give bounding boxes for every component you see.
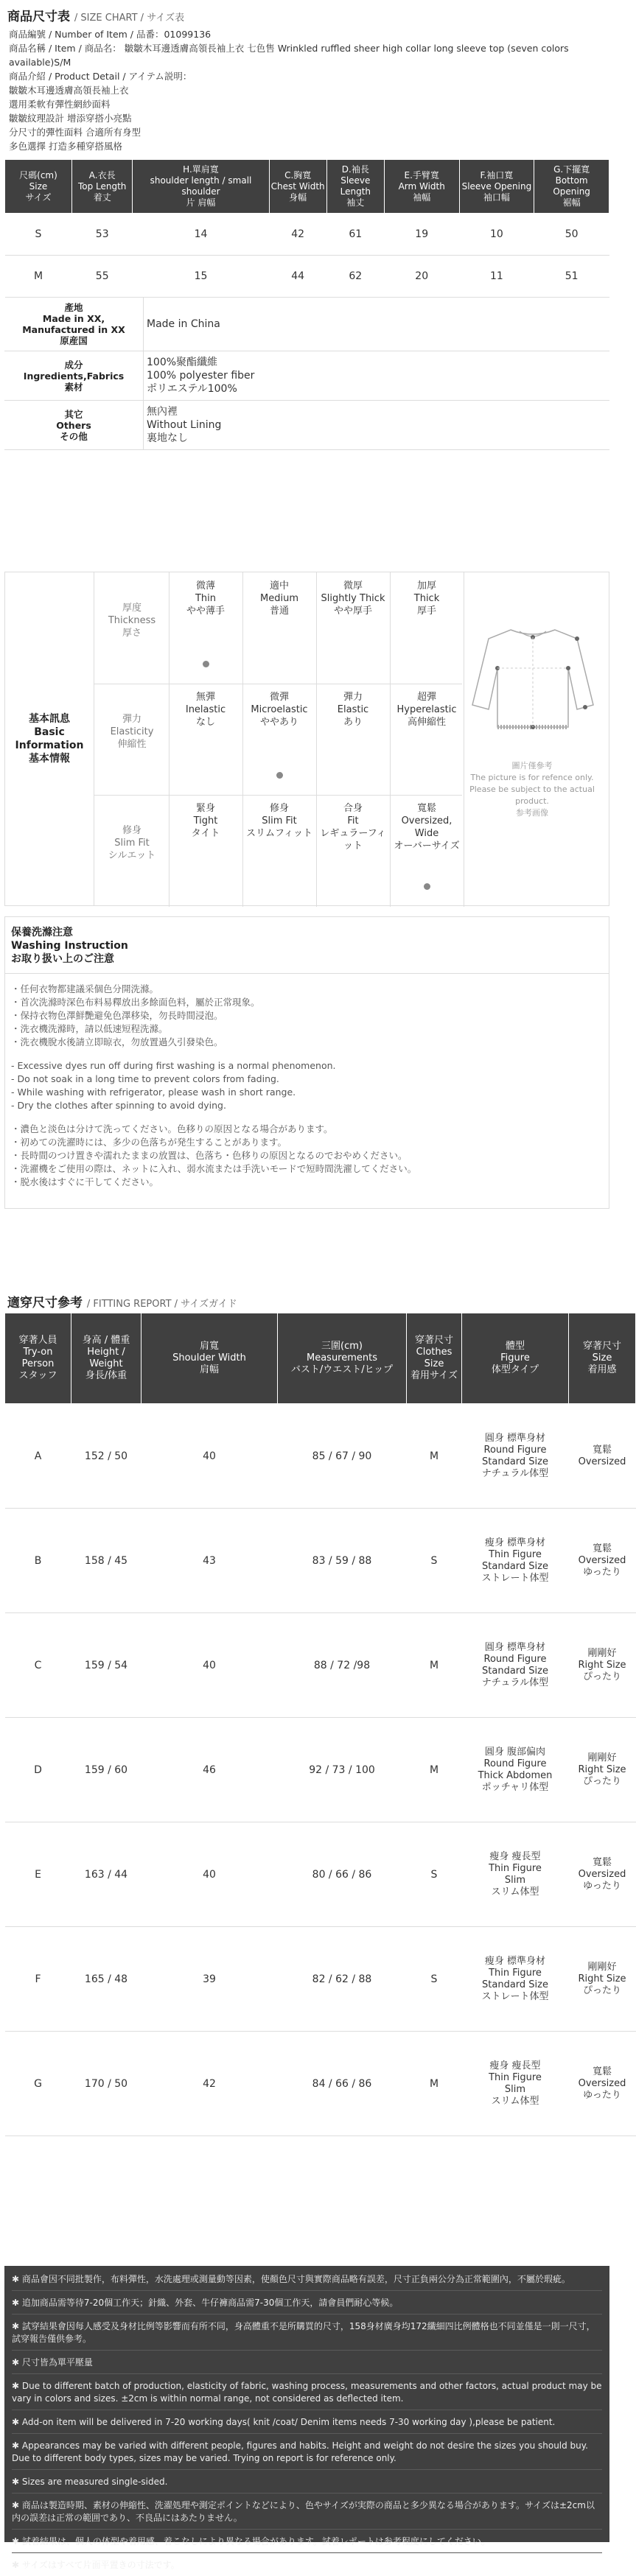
size-cell: 61 (326, 214, 384, 256)
fitting-cell: A (5, 1404, 71, 1509)
note-item: ✱ Sizes are measured single-sided. (12, 2474, 602, 2493)
size-col-header: D.袖長 Sleeve Length 袖丈 (326, 160, 384, 214)
basic-option: 超彈 Hyperelastic 高伸縮性 (396, 692, 457, 728)
material-label: 產地 Made in XX, Manufactured in XX 原産国 (4, 298, 144, 351)
fitting-col-header: 三圍(cm) Measurements バスト/ウエスト/ヒップ (278, 1313, 407, 1404)
material-label: 其它 Others その他 (4, 401, 144, 450)
size-cell: 53 (71, 214, 132, 256)
selected-dot (203, 661, 209, 667)
size-cell: 55 (71, 256, 132, 298)
fitting-cell: 瘦身 瘦長型 Thin Figure Slim スリム体型 (462, 2032, 569, 2136)
size-cell: 42 (269, 214, 326, 256)
fitting-cell: 163 / 44 (71, 1822, 141, 1927)
fitting-cell: S (407, 1927, 462, 2032)
materials-table (4, 298, 609, 450)
size-cell: 14 (133, 214, 269, 256)
basic-option: 微厚 Slightly Thick やや厚手 (321, 580, 385, 617)
fitting-col-header: 體型 Figure 体型タイプ (462, 1313, 569, 1404)
fitting-cell: 瘦身 瘦長型 Thin Figure Slim スリム体型 (462, 1822, 569, 1927)
fitting-cell: 152 / 50 (71, 1404, 141, 1509)
washing-body (5, 974, 609, 1208)
size-cell: 19 (384, 214, 459, 256)
fitting-cell: 剛剛好 Right Size ぴったり (569, 1927, 636, 2032)
material-value: 無內裡 Without Lining 裏地なし (144, 401, 610, 450)
note-item: ✱ 尺寸皆為單平壓量 (12, 2355, 602, 2374)
fitting-row (5, 2032, 636, 2136)
fitting-cell: 寬鬆 Oversized ゆったり (569, 2032, 636, 2136)
fitting-cell: 40 (141, 1822, 278, 1927)
fitting-cell: 43 (141, 1509, 278, 1613)
fitting-col-header: 穿著人員 Try-on Person スタッフ (5, 1313, 71, 1404)
fitting-cell: 170 / 50 (71, 2032, 141, 2136)
size-chart-title (7, 6, 607, 24)
fitting-row (5, 1718, 636, 1822)
fitting-cell: 159 / 60 (71, 1718, 141, 1822)
size-col-header: H.單肩寬 shoulder length / small shoulder 片 肩幅 (133, 160, 269, 214)
fitting-cell: 40 (141, 1613, 278, 1718)
info-line: 多色選擇 打造多種穿搭風格 (9, 141, 122, 152)
fitting-table-header (5, 1313, 636, 1404)
fitting-row (5, 1509, 636, 1613)
fitting-cell: G (5, 2032, 71, 2136)
fitting-cell: 165 / 48 (71, 1927, 141, 2032)
note-item: ✱ 追加商品需等待7-20個工作天；針織、外套、牛仔褲商品需7-30個工作天，請會員們耐心等候。 (12, 2295, 602, 2314)
fitting-cell: 83 / 59 / 88 (278, 1509, 407, 1613)
basic-option: 寬鬆 Oversized, Wide オーバーサイズ (394, 803, 460, 852)
fitting-cell: 圓身 標準身材 Round Figure Standard Size ナチュラル体型 (462, 1404, 569, 1509)
fitting-cell: E (5, 1822, 71, 1927)
fitting-cell: 46 (141, 1718, 278, 1822)
fitting-cell: 40 (141, 1404, 278, 1509)
size-col-header: E.手臂寬 Arm Width 袖幅 (384, 160, 459, 214)
fitting-cell: 寬鬆 Oversized ゆったり (569, 1822, 636, 1927)
size-col-header: A.衣長 Top Length 着丈 (71, 160, 132, 214)
washing-zh: ・任何衣物都建議采個色分開洗滌。 ・首次洗滌時深色布料易釋放出多餘面色料，屬於正常現象。 ・保持衣物色澤鮮艷避免色澤移染，勿長時間浸泡。 ・洗衣機洗滌時，請以低速短程洗滌。 ・洗衣機脫水後請立即晾衣，勿放置過久引發染色。 (11, 983, 260, 1047)
note-item: ✱ サイズはすべて片面平置きの寸法です。 (12, 2560, 180, 2570)
info-line: 商品編號 / Number of Item / 品番：01099136 (9, 29, 212, 40)
info-line: 皺皺紋理設計 增添穿搭小亮點 (9, 113, 132, 124)
fitting-table-body (5, 1404, 636, 2136)
fitting-cell: 85 / 67 / 90 (278, 1404, 407, 1509)
fitting-cell: 80 / 66 / 86 (278, 1822, 407, 1927)
fitting-cell: 92 / 73 / 100 (278, 1718, 407, 1822)
size-cell: 62 (326, 256, 384, 298)
size-row (5, 214, 609, 256)
fitting-cell: 158 / 45 (71, 1509, 141, 1613)
divider (242, 572, 243, 907)
material-row (4, 401, 609, 450)
fitting-cell: 82 / 62 / 88 (278, 1927, 407, 2032)
basic-option: 合身 Fit レギュラーフィット (320, 803, 386, 852)
size-row (5, 256, 609, 298)
fitting-cell: S (407, 1509, 462, 1613)
size-col-header: C.胸寬 Chest Width 身幅 (269, 160, 326, 214)
size-cell: 10 (459, 214, 534, 256)
notes-panel (4, 2266, 609, 2570)
basic-row-label: 彈力 Elasticity 伸縮性 (110, 714, 154, 750)
fitting-cell: M (407, 1404, 462, 1509)
fitting-cell: 寬鬆 Oversized ゆったり (569, 1509, 636, 1613)
fitting-row (5, 1927, 636, 2032)
fitting-title-sub: / FITTING REPORT / サイズガイド (86, 1299, 237, 1310)
basic-option: 微彈 Microelastic ややあり (251, 692, 308, 728)
basic-row-label: 修身 Slim Fit シルエット (108, 825, 156, 861)
note-item: ✱ 商品は製造時期、素材の伸縮性、洗濯処理や測定ポイントなどにより、色やサイズが実際の商品と多少異なる場合があります。サイズは±2cm以内の誤差は正常の範囲であり、不良品にはあたりません。 (12, 2498, 602, 2530)
fitting-cell: M (407, 1718, 462, 1822)
fitting-title-text: 適穿尺寸參考 (7, 1296, 83, 1310)
fitting-col-header: 肩寬 Shoulder Width 肩幅 (141, 1313, 278, 1404)
note-item: ✱ 試穿結果會因每人感受及身材比例等影響而有所不同，身高體重不是所購買的尺寸，158身材廣身均172纖細四比例體格也不同並僅是一則一尺寸，試穿報告僅供參考。 (12, 2319, 602, 2351)
basic-option: 緊身 Tight タイト (191, 803, 220, 839)
fitting-cell: 瘦身 標準身材 Thin Figure Standard Size ストレート体型 (462, 1927, 569, 2032)
page (0, 0, 614, 450)
size-col-header: G.下擺寬 Bottom Opening 裾幅 (534, 160, 609, 214)
fitting-cell: 圓身 標準身材 Round Figure Standard Size ナチュラル体型 (462, 1613, 569, 1718)
fitting-cell: 圓身 腹部偏肉 Round Figure Thick Abdomen ポッチャリ体型 (462, 1718, 569, 1822)
sweater-diagram-icon (466, 617, 599, 742)
selected-dot (276, 772, 283, 779)
note-item: ✱ Due to different batch of production, elasticity of fabric, washing process, measurements and other factors, actual product may be vary in colors and sizes. ±2cm is within normal range, not considered as deflected item. (12, 2379, 602, 2410)
material-row (4, 298, 609, 351)
note-item: ✱ Appearances may be varied with different people, figures and habits. Height and weight do not desire the sizes you should buy. Due to different body types, sizes may be varied. Trying on report is for reference only. (12, 2438, 602, 2470)
fitting-row (5, 1613, 636, 1718)
material-value: 100%聚酯纖維 100% polyester fiber ポリエステル100% (144, 351, 610, 401)
divider (390, 572, 391, 907)
info-line: 皺皺木耳邊透膚高領長袖上衣 (9, 85, 129, 96)
info-line: 商品介紹 / Product Detail / アイテム説明： (9, 71, 192, 82)
fitting-cell: 39 (141, 1927, 278, 2032)
fitting-cell: 剛剛好 Right Size ぴったり (569, 1613, 636, 1718)
info-line: 商品名稱 / Item / 商品名： 皺皺木耳邊透膚高領長袖上衣 七色售 Wrinkled ruffled sheer high collar long sleeve top (seven colors available)S/M (9, 43, 569, 68)
title-text: 商品尺寸表 (7, 10, 70, 24)
fitting-row (5, 1822, 636, 1927)
size-cell: S (5, 214, 72, 256)
size-cell: 20 (384, 256, 459, 298)
basic-option: 微薄 Thin やや薄手 (186, 580, 225, 617)
fitting-cell: 88 / 72 /98 (278, 1613, 407, 1718)
size-cell: 11 (459, 256, 534, 298)
basic-option: 修身 Slim Fit スリムフィット (246, 803, 312, 839)
basic-option: 無彈 Inelastic なし (185, 692, 226, 728)
fitting-cell: 剛剛好 Right Size ぴったり (569, 1718, 636, 1822)
fitting-cell: B (5, 1509, 71, 1613)
basic-info-title: 基本訊息 Basic Information 基本情報 (5, 572, 94, 905)
basic-option: 加厚 Thick 厚手 (413, 580, 440, 617)
diagram-caption: 圖片僅參考 The picture is for refence only. Please be subject to the actual product. 参考画像 (469, 761, 595, 818)
fitting-cell: 瘦身 標準身材 Thin Figure Standard Size ストレート体型 (462, 1509, 569, 1613)
material-value: Made in China (144, 298, 610, 351)
fitting-cell: M (407, 1613, 462, 1718)
fitting-cell: 84 / 66 / 86 (278, 2032, 407, 2136)
size-cell: M (5, 256, 72, 298)
fitting-row (5, 1404, 636, 1509)
size-cell: 44 (269, 256, 326, 298)
fitting-cell: M (407, 2032, 462, 2136)
size-table-header (5, 160, 609, 214)
fitting-cell: F (5, 1927, 71, 2032)
material-row (4, 351, 609, 401)
fitting-cell: C (5, 1613, 71, 1718)
info-line: 選用柔軟有彈性網紗面料 (9, 99, 111, 110)
divider (94, 795, 462, 796)
divider (316, 572, 317, 907)
selected-dot (424, 883, 430, 890)
fitting-title (7, 1292, 237, 1310)
divider (169, 572, 170, 907)
note-item: ✱ 試着結果は、個人の体型や着用感、着こなしにより異なる場合があります。試着レポートは参考程度にしてください。 (12, 2534, 602, 2553)
size-table (4, 159, 609, 298)
washing-panel (4, 916, 609, 1209)
size-cell: 50 (534, 214, 609, 256)
washing-title: 保養洗滌注意 Washing Instruction お取り扱い上のご注意 (5, 917, 609, 974)
size-cell: 15 (133, 256, 269, 298)
fitting-cell: S (407, 1822, 462, 1927)
fitting-cell: 42 (141, 2032, 278, 2136)
fitting-cell: D (5, 1718, 71, 1822)
title-sub: / SIZE CHART / サイズ表 (74, 13, 185, 24)
fitting-col-header: 穿著尺寸 Clothes Size 着用サイズ (407, 1313, 462, 1404)
basic-info-panel (4, 572, 609, 906)
basic-option: 適中 Medium 普通 (260, 580, 298, 617)
fitting-table (4, 1313, 636, 2136)
info-line: 分尺寸的彈性面料 合適所有身型 (9, 127, 141, 138)
product-info (9, 27, 605, 153)
note-item: ✱ Add-on item will be delivered in 7-20 working days( knit /coat/ Denim items needs 7-30 working day ),please be patient. (12, 2415, 602, 2434)
fitting-cell: 寬鬆 Oversized (569, 1404, 636, 1509)
basic-row-label: 厚度 Thickness 厚さ (108, 603, 156, 639)
size-table-body (5, 214, 609, 298)
note-item: ✱ 商品會因不同批製作，布料彈性，水洗處理或測量動等因素，使顏色尺寸與實際商品略有誤差，尺寸正負兩公分為正常範圍內，不屬於瑕疵。 (12, 2272, 602, 2291)
fitting-col-header: 身高 / 體重 Height / Weight 身長/体重 (71, 1313, 141, 1404)
fitting-cell: 159 / 54 (71, 1613, 141, 1718)
size-col-header: 尺碼(cm) Size サイズ (5, 160, 72, 214)
fitting-col-header: 穿著尺寸 Size 着用感 (569, 1313, 636, 1404)
basic-option: 彈力 Elastic あり (337, 692, 369, 728)
size-cell: 51 (534, 256, 609, 298)
washing-ja: ・濃色と淡色は分けて洗ってください。色移りの原因となる場合があります。 ・初めての洗濯時には、多少の色落ちが発生することがあります。 ・長時間のつけ置きや濡れたままの放置は、色落ち・色移りの原因となるのでおやめください。 ・洗濯機をご使用の際は、ネットに入れ、弱水流または手洗いモードで短時間洗濯してください。 ・脱水後はすぐに干してください。 (11, 1123, 417, 1187)
material-label: 成分 Ingredients,Fabrics 素材 (4, 351, 144, 401)
size-col-header: F.袖口寬 Sleeve Opening 袖口幅 (459, 160, 534, 214)
washing-en: - Excessive dyes run off during first washing is a normal phenomenon. - Do not soak in a long time to prevent colors from fading. - While washing with refrigerator, please wash in short range. - Dry the clothes after spinning to avoid dying. (11, 1060, 336, 1111)
